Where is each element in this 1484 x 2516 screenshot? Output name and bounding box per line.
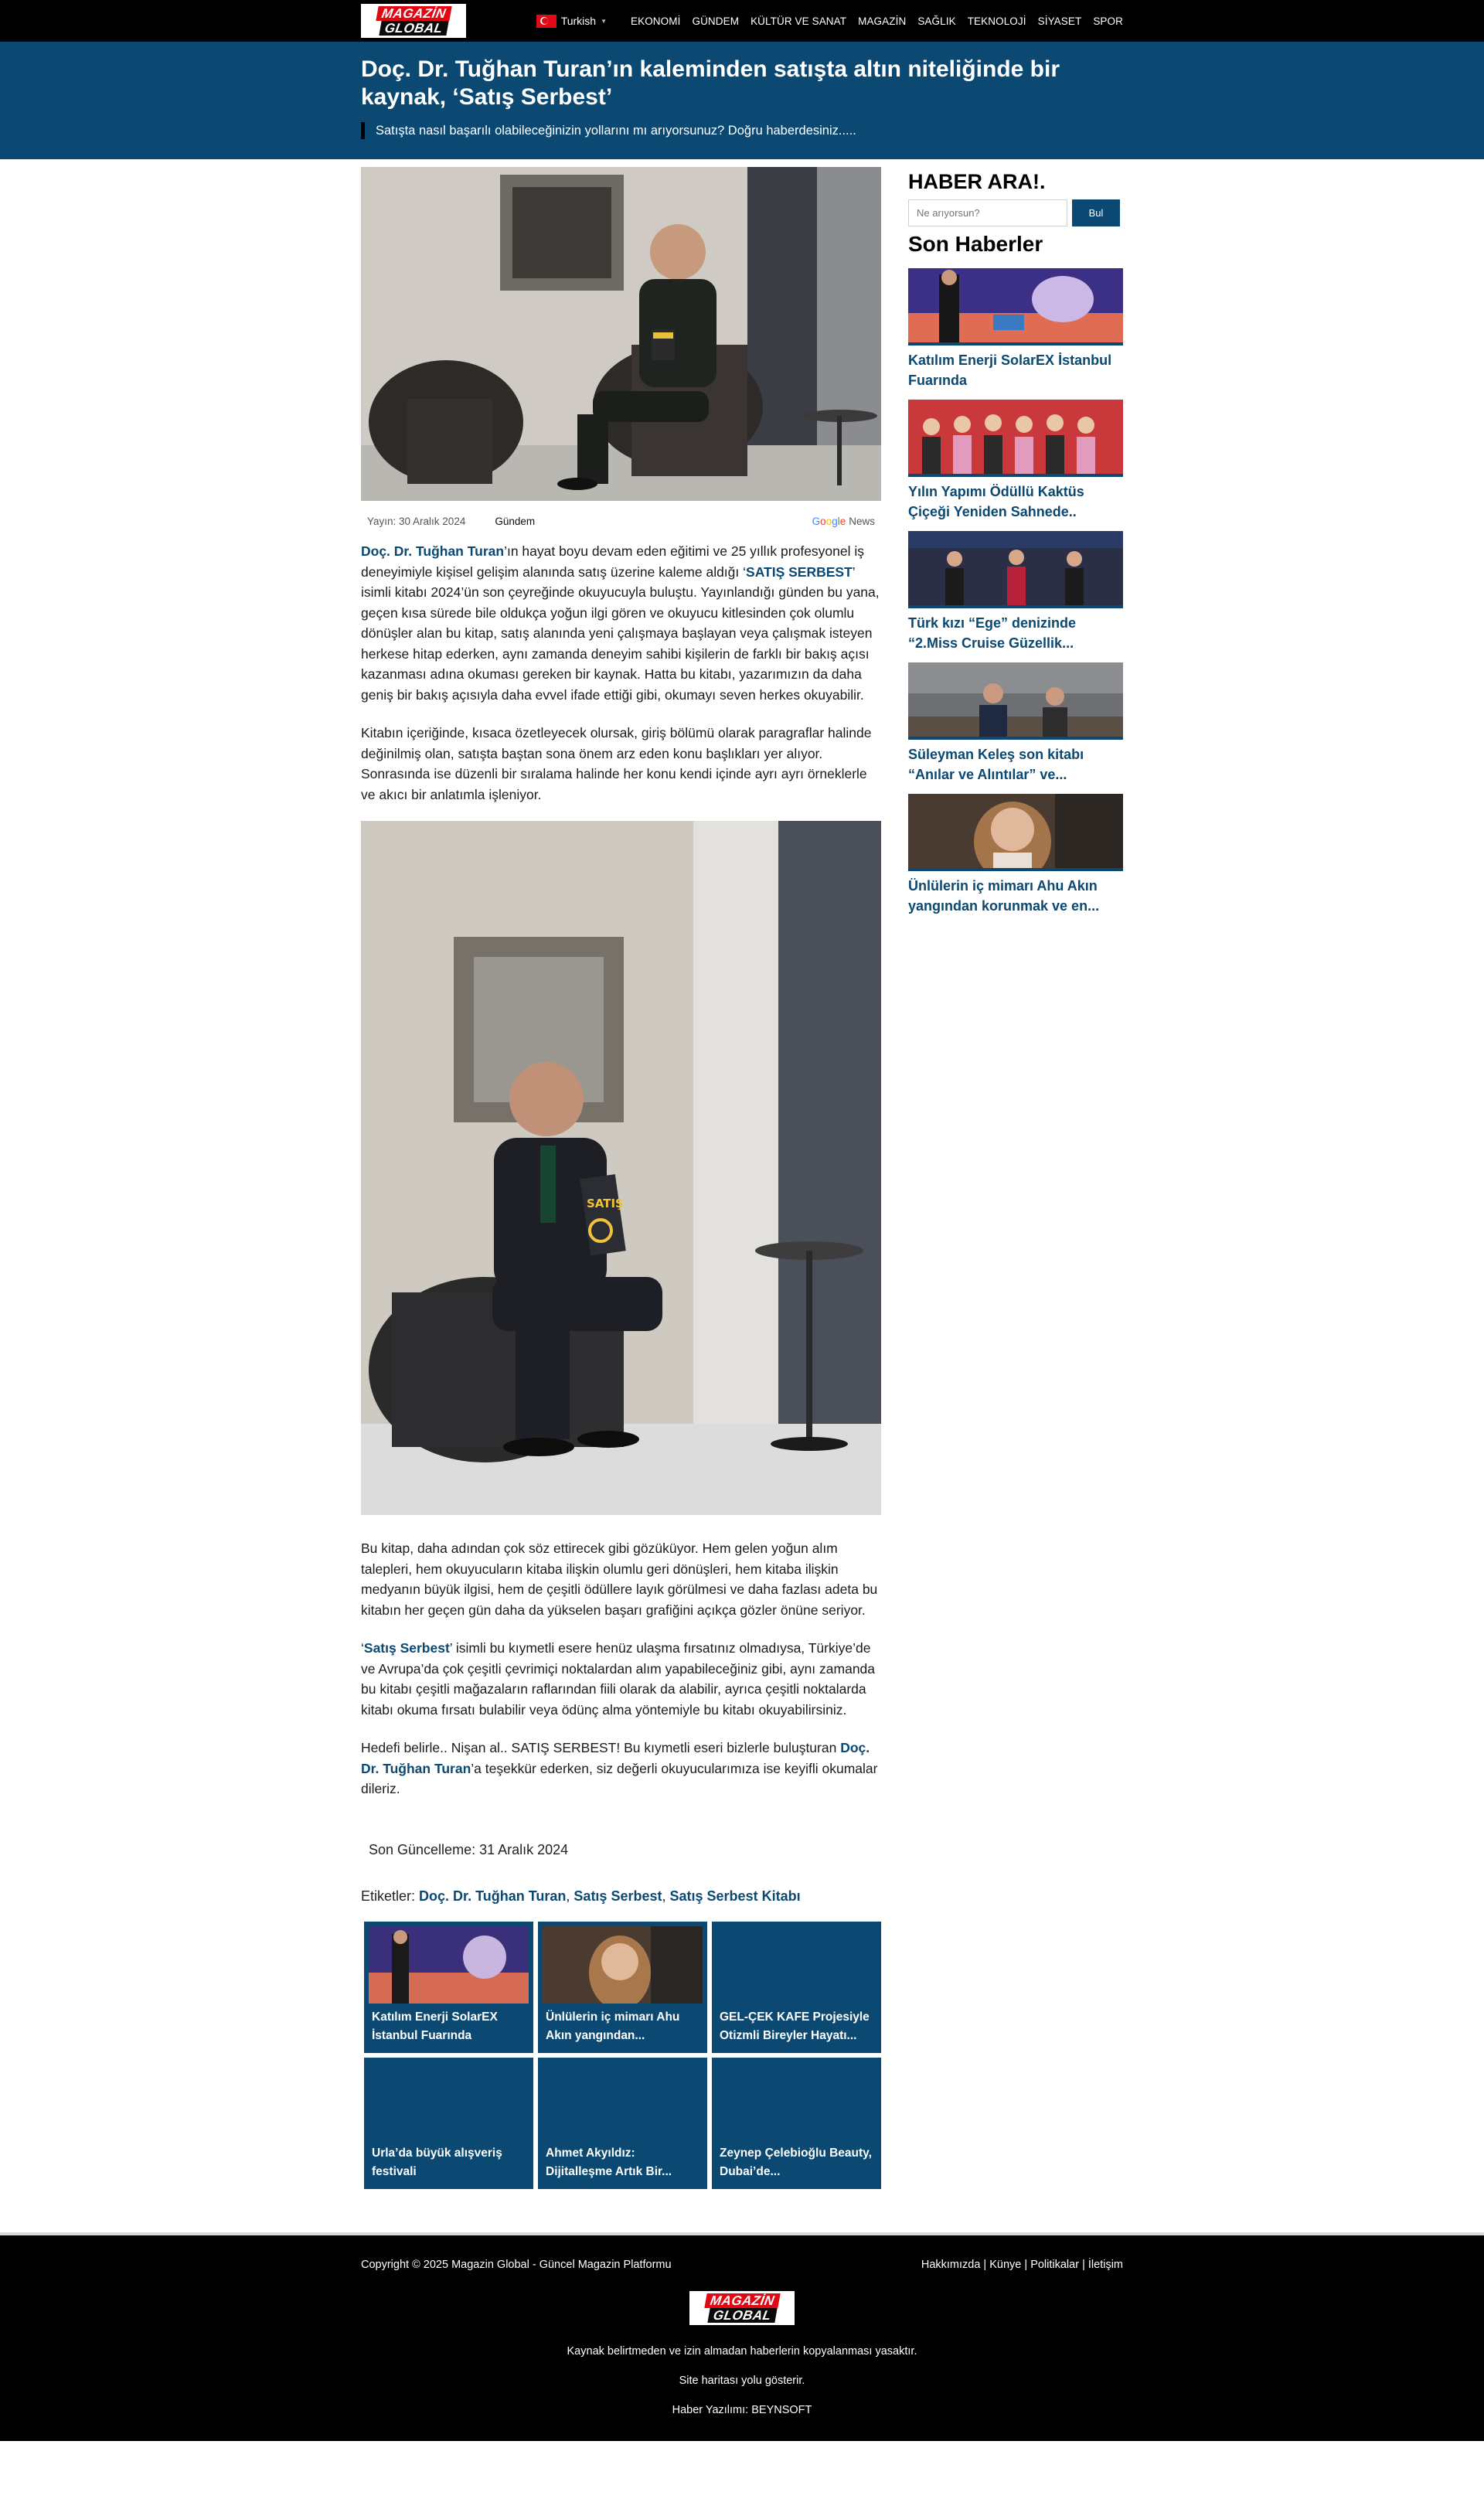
news-title: Süleyman Keleş son kitabı “Anılar ve Alıntılar” ve...: [908, 747, 1084, 782]
menu-item-spor[interactable]: SPOR: [1093, 15, 1123, 27]
footer-links: [921, 2259, 1123, 2271]
logo-line-1: MAGAZİN: [704, 2293, 780, 2308]
search-heading: HABER ARA!.: [908, 170, 1046, 193]
footer-top-row: [361, 2259, 1123, 2271]
search-button[interactable]: Bul: [1072, 199, 1120, 226]
language-selector[interactable]: [536, 15, 607, 28]
news-title: Ünlülerin iç mimarı Ahu Akın yangından korunmak ve en...: [908, 878, 1100, 914]
related-card[interactable]: [364, 1922, 533, 2053]
menu-item-teknoloji[interactable]: TEKNOLOJİ: [967, 15, 1026, 27]
software-credit: Haber Yazılımı: BEYNSOFT: [672, 2403, 812, 2416]
latest-news-item[interactable]: [908, 794, 1123, 916]
latest-news-item[interactable]: [908, 268, 1123, 390]
logo-line-1: MAGAZİN: [376, 6, 451, 21]
article-body: [361, 167, 881, 2189]
related-thumbnail: [369, 1926, 529, 2004]
turkey-flag-icon: [536, 15, 556, 28]
news-title: Yılın Yapımı Ödüllü Kaktüs Çiçeği Yeniden Sahnede..: [908, 484, 1084, 519]
copy-notice: Kaynak belirtmeden ve izin almadan haberlerin kopyalanması yasaktır.: [567, 2344, 917, 2358]
menu-item-gundem[interactable]: GÜNDEM: [692, 15, 740, 27]
footer-link-iletisim[interactable]: İletişim: [1087, 2258, 1123, 2271]
tags-label: Etiketler:: [361, 1888, 416, 1904]
google-news-link[interactable]: [812, 516, 875, 527]
menu-item-saglik[interactable]: SAĞLIK: [917, 15, 956, 27]
search-form: [908, 199, 1123, 226]
footer-link-kunye[interactable]: Künye |: [989, 2258, 1028, 2271]
related-card[interactable]: [538, 2058, 707, 2189]
tag-link[interactable]: Satış Serbest Kitabı: [669, 1888, 801, 1904]
publish-date: Yayın: 30 Aralık 2024: [367, 515, 466, 527]
news-title: Türk kızı “Ege” denizinde “2.Miss Cruise Güzellik...: [908, 615, 1077, 651]
related-thumbnail: [716, 2062, 876, 2140]
book-link-2[interactable]: Satış Serbest: [363, 1640, 450, 1656]
google-news-label: News: [849, 515, 875, 527]
related-title: GEL-ÇEK KAFE Projesiyle Otizmli Bireyler Hayatı...: [720, 2010, 870, 2042]
main-menu: [536, 15, 1123, 28]
related-card[interactable]: [712, 2058, 881, 2189]
related-title: Urla’da büyük alışveriş festivali: [372, 2146, 502, 2178]
paragraph-1: Doç. Dr. Tuğhan Turan’ın hayat boyu devam eden eğitimi ve 25 yıllık profesyonel iş deneyimiyle kişisel gelişim alanında satış üzerine kaleme aldığı ‘SATIŞ SERBEST’ isimli kitabı 2024’ün son çeyreğinde okuyucuyla buluştu. Yayınlandığı günden bu yana, geçen kısa sürede bile oldukça yoğun ilgi gören ve okuyucu kitlesinden çok olumlu dönüşler alan bu kitap, satış alanında yeni çalışmaya başlayan veya çalışmak isteyen herkese hitap ederken, aynı zamanda deneyim sahibi kişilerin de farklı bir bakış açısı kazanması adına okuması gereken bir kaynak. Hatta bu kitabı, yazarımızın da daha geniş bir bakış açısıyla daha evvel ifade ettiği gibi, okumayı seven herkes okuyabilir.: [361, 543, 880, 703]
chevron-down-icon: ▼: [601, 17, 607, 25]
author-link-2[interactable]: Doç. Dr. Tuğhan Turan: [361, 1740, 870, 1776]
related-card[interactable]: [538, 1922, 707, 2053]
paragraph-2: Kitabın içeriğinde, kısaca özetleyecek olursak, giriş bölümü olarak paragraflar halinde değinilmiş olan, satışta baştan sona önem arz eden konu başlıkları yer alıyor. Sonrasında ise düzenli bir sıralama halinde her konu kendi içinde ayrı ayrı örneklerle ve akıcı bir anlatımla işleniyor.: [361, 725, 872, 802]
author-link[interactable]: Doç. Dr. Tuğhan Turan: [361, 543, 505, 559]
related-title: Zeynep Çelebioğlu Beauty, Dubai’de...: [720, 2146, 872, 2178]
paragraph-4: ‘Satış Serbest’ isimli bu kıymetli esere henüz ulaşma fırsatınız olmadıysa, Türkiye’de ve Avrupa’da çok çeşitli çevrimiçi noktalardan alım yapabileceğiniz gibi, aynı zamanda bu kitabı çeşitli mağazaların raflarından fiili olarak da alabilir, ayrıca çeşitli noktalarda kitabı okuma fırsatı bulabilir veya ödünç alma yöntemiyle bu kitabı okuyabilirsiniz.: [361, 1640, 876, 1718]
related-news-grid: [361, 1922, 881, 2189]
book-cover-title: SATIŞ: [587, 1197, 624, 1210]
menu-item-kultur-ve-sanat[interactable]: KÜLTÜR VE SANAT: [751, 15, 847, 27]
logo-line-2: GLOBAL: [707, 2308, 777, 2323]
related-thumbnail: [716, 1926, 876, 2004]
latest-news-item[interactable]: [908, 662, 1123, 785]
news-thumbnail: [908, 662, 1123, 740]
sitemap-note: Site haritası yolu gösterir.: [679, 2374, 805, 2387]
logo-line-2: GLOBAL: [379, 21, 448, 36]
tags: Etiketler: Doç. Dr. Tuğhan Turan, Satış Serbest, Satış Serbest Kitabı: [361, 1888, 801, 1904]
news-thumbnail: [908, 400, 1123, 477]
tag-link[interactable]: Doç. Dr. Tuğhan Turan: [419, 1888, 567, 1904]
latest-news-item[interactable]: [908, 531, 1123, 653]
category-link[interactable]: Gündem: [495, 515, 536, 527]
footer-link-hakkimizda[interactable]: Hakkımızda |: [921, 2258, 987, 2271]
tag-link[interactable]: Satış Serbest: [574, 1888, 662, 1904]
news-thumbnail: [908, 794, 1123, 871]
article-header: [0, 42, 1484, 159]
related-thumbnail: [543, 2062, 703, 2140]
related-thumbnail: [369, 2062, 529, 2140]
menu-item-magazin[interactable]: MAGAZİN: [858, 15, 907, 27]
article-inline-image: [361, 821, 881, 1515]
latest-news-item[interactable]: [908, 400, 1123, 522]
menu-item-ekonomi[interactable]: EKONOMİ: [631, 15, 681, 27]
language-label: Turkish: [560, 15, 597, 27]
related-card[interactable]: [364, 2058, 533, 2189]
footer-link-politikalar[interactable]: Politikalar |: [1030, 2258, 1085, 2271]
article-meta: [361, 501, 881, 541]
copyright: Copyright © 2025 Magazin Global - Güncel Magazin Platformu: [361, 2258, 672, 2271]
related-thumbnail: [543, 1926, 703, 2004]
search-input[interactable]: [908, 199, 1067, 226]
site-footer: [0, 2232, 1484, 2441]
book-link[interactable]: SATIŞ SERBEST: [746, 563, 853, 580]
footer-logo[interactable]: [689, 2291, 795, 2325]
paragraph-5: Hedefi belirle.. Nişan al.. SATIŞ SERBEST! Bu kıymetli eseri bizlerle buluşturan Doç. Dr. Tuğhan Turan’a teşekkür ederken, siz değerli okuyucularımıza ise keyifli okumalar dileriz.: [361, 1740, 878, 1796]
site-logo[interactable]: [361, 4, 466, 38]
related-title: Katılım Enerji SolarEX İstanbul Fuarında: [372, 2010, 498, 2042]
article-title: Doç. Dr. Tuğhan Turan’ın kaleminden satışta altın niteliğinde bir kaynak, ‘Satış Serbest’: [361, 56, 1060, 110]
article-subtitle: Satışta nasıl başarılı olabileceğinizin yollarını mı arıyorsunuz? Doğru haberdesiniz.....: [361, 122, 1123, 139]
related-title: Ahmet Akyıldız: Dijitalleşme Artık Bir...: [546, 2146, 672, 2178]
news-title: Katılım Enerji SolarEX İstanbul Fuarında: [908, 352, 1112, 388]
sidebar: [908, 167, 1123, 2189]
article-hero-image: [361, 167, 881, 501]
google-news-logo: Google: [812, 515, 846, 527]
latest-news-heading: Son Haberler: [908, 232, 1043, 256]
related-card[interactable]: [712, 1922, 881, 2053]
paragraph-3: Bu kitap, daha adından çok söz ettirecek gibi gözüküyor. Hem gelen yoğun alım talepleri, hem okuyucuların kitaba ilişkin olumlu geri dönüşleri, hem kitaba ilişkin medyanın büyük ilgisi, hem de çeşitli ödüllere layık görülmesi ve daha fazlası adeta bu kitabın her geçen gün daha da yükselen başarı grafiğini açıkça gözler önüne seriyor.: [361, 1541, 878, 1618]
menu-item-siyaset[interactable]: SİYASET: [1037, 15, 1082, 27]
news-thumbnail: [908, 531, 1123, 608]
top-navbar: [0, 0, 1484, 42]
last-updated: Son Güncelleme: 31 Aralık 2024: [369, 1841, 569, 1857]
related-title: Ünlülerin iç mimarı Ahu Akın yangından...: [546, 2010, 680, 2042]
news-thumbnail: [908, 268, 1123, 346]
